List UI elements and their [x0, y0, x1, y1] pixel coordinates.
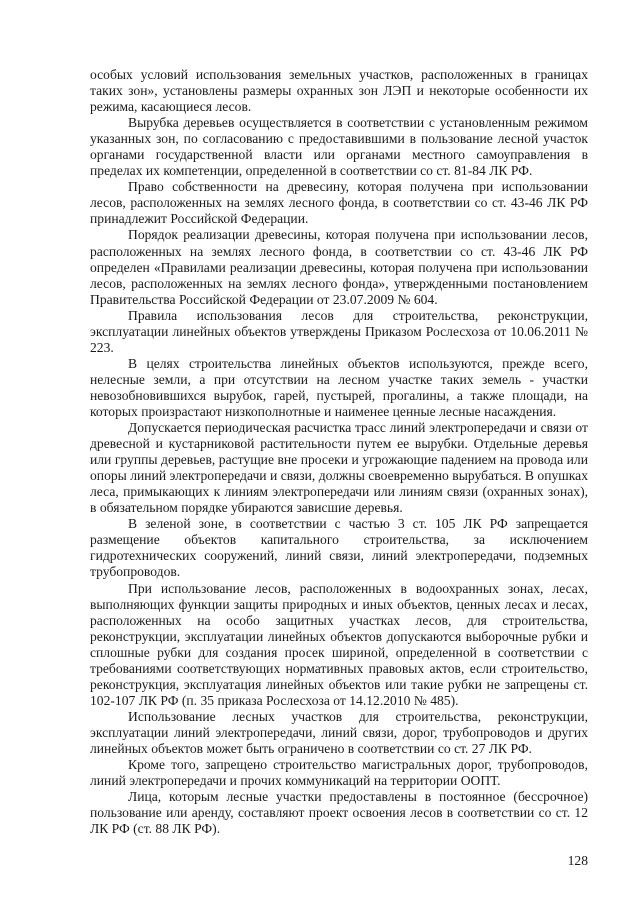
paragraph: Порядок реализации древесины, которая получена при использовании лесов, расположенных на землях лесного фонда, в соответствии со ст. 43-46 ЛК РФ определен «Правилами реализации древесины, которая получена при использовании лесов, расположенных на землях лесного фонда», утвержденными постановлением Правительства Российской Федерации от 23.07.2009 № 604.	[90, 227, 588, 307]
paragraph: В зеленой зоне, в соответствии с частью 3 ст. 105 ЛК РФ запрещается размещение объектов капитального строительства, за исключением гидротехнических сооружений, линий связи, линий электропередачи, подземных трубопроводов.	[90, 516, 588, 580]
document-page	[90, 67, 588, 837]
paragraph: Вырубка деревьев осуществляется в соответствии с установленным режимом указанных зон, по согласованию с предоставившими в пользование лесной участок органами государственной власти или органами местного самоуправления в пределах их компетенции, определенной в соответствии со ст. 81-84 ЛК РФ.	[90, 115, 588, 179]
paragraph: В целях строительства линейных объектов используются, прежде всего, нелесные земли, а при отсутствии на лесном участке таких земель - участки невозобновившихся вырубок, гарей, пустырей, прогалины, а также площади, на которых произрастают низкополнотные и наименее ценные лесные насаждения.	[90, 355, 588, 419]
page-number: 128	[567, 853, 588, 868]
paragraph: Правила использования лесов для строительства, реконструкции, эксплуатации линейных объектов утверждены Приказом Рослесхоза от 10.06.2011 № 223.	[90, 307, 588, 355]
paragraph: Допускается периодическая расчистка трасс линий электропередачи и связи от древесной и кустарниковой растительности путем ее вырубки. Отдельные деревья или группы деревьев, растущие вне просеки и угрожающие падением на провода или опоры линий электропередачи и связи, должны своевременно вырубаться. В опушках леса, примыкающих к линиям электропередачи или линиям связи (охранных зонах), в обязательном порядке убираются зависшие деревья.	[90, 420, 588, 516]
paragraph: Право собственности на древесину, которая получена при использовании лесов, расположенных на землях лесного фонда, в соответствии со ст. 43-46 ЛК РФ принадлежит Российской Федерации.	[90, 179, 588, 227]
paragraph: При использование лесов, расположенных в водоохранных зонах, лесах, выполняющих функции защиты природных и иных объектов, ценных лесах и лесах, расположенных на особо защитных участках лесов, для строительства, реконструкции, эксплуатации линейных объектов допускаются выборочные рубки и сплошные рубки для создания просек шириной, определенной в соответствии с требованиями соответствующих нормативных правовых актов, если строительство, реконструкция, эксплуатация линейных объектов или такие рубки не запрещены ст. 102-107 ЛК РФ (п. 35 приказа Рослесхоза от 14.12.2010 № 485).	[90, 580, 588, 708]
paragraph-continuation: особых условий использования земельных участков, расположенных в границах таких зон», установлены размеры охранных зон ЛЭП и некоторые особенности их режима, касающиеся лесов.	[90, 67, 588, 115]
paragraph: Кроме того, запрещено строительство магистральных дорог, трубопроводов, линий электропередачи и прочих коммуникаций на территории ООПТ.	[90, 757, 588, 789]
paragraph: Использование лесных участков для строительства, реконструкции, эксплуатации линий электропередачи, линий связи, дорог, трубопроводов и других линейных объектов может быть ограничено в соответствии со ст. 27 ЛК РФ.	[90, 708, 588, 756]
paragraph: Лица, которым лесные участки предоставлены в постоянное (бессрочное) пользование или аренду, составляют проект освоения лесов в соответствии со ст. 12 ЛК РФ (ст. 88 ЛК РФ).	[90, 789, 588, 837]
